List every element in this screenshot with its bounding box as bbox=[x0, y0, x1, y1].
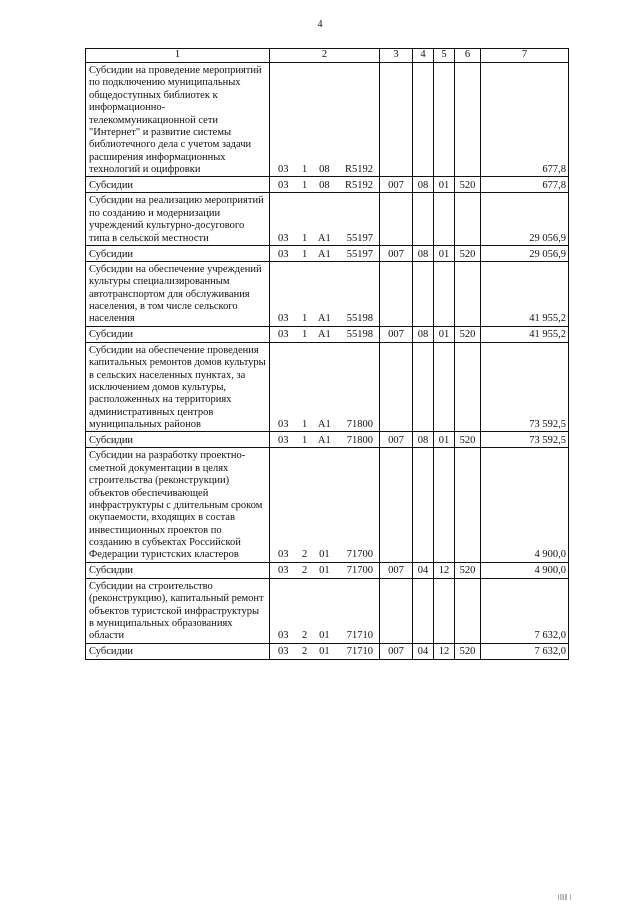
amount-value: 73 592,5 bbox=[481, 432, 569, 448]
ministry-code bbox=[380, 342, 413, 432]
target-article-code bbox=[270, 326, 380, 342]
expense-type-code bbox=[455, 63, 481, 177]
section-code bbox=[413, 342, 434, 432]
expense-type-code: 520 bbox=[455, 562, 481, 578]
code-part: 2 bbox=[302, 646, 308, 658]
item-description: Субсидии на реализацию мероприятий по созданию и модернизации учреждений культурно-досугового типа в сельской местности bbox=[86, 193, 270, 246]
code-part: 01 bbox=[319, 565, 330, 577]
item-description: Субсидии bbox=[86, 432, 270, 448]
subsection-code bbox=[434, 261, 455, 326]
amount-value: 4 900,0 bbox=[481, 562, 569, 578]
code-part: 1 bbox=[302, 329, 308, 341]
code-part: R5192 bbox=[344, 164, 373, 175]
item-description: Субсидии bbox=[86, 643, 270, 659]
code-part: 03 bbox=[278, 180, 289, 191]
table-row-item bbox=[86, 578, 569, 643]
header-cell: 1 bbox=[86, 49, 270, 63]
footer-mark: ǀǀǀǀǀǀ ǀ bbox=[558, 893, 572, 902]
code-part: 71710 bbox=[346, 630, 373, 642]
target-article-code bbox=[270, 432, 380, 448]
code-part: 03 bbox=[278, 435, 289, 446]
item-description: Субсидии на проведение мероприятий по подключению муниципальных общедоступных библиотек к информационно-телекоммуникационной сети "Интернет" и развитие системы библиотечного дела с учетом задачи расширения информационных технологий и оцифровки bbox=[86, 63, 270, 177]
subsection-code bbox=[434, 578, 455, 643]
code-part: 1 bbox=[302, 435, 308, 446]
code-part: 01 bbox=[319, 630, 330, 642]
ministry-code: 007 bbox=[380, 177, 413, 193]
header-cell: 2 bbox=[270, 49, 380, 63]
header-cell: 3 bbox=[380, 49, 413, 63]
table-row-subsidy bbox=[86, 562, 569, 578]
subsection-code: 01 bbox=[434, 326, 455, 342]
header-cell: 5 bbox=[434, 49, 455, 63]
ministry-code bbox=[380, 63, 413, 177]
code-part: 2 bbox=[302, 565, 308, 577]
code-part: 03 bbox=[278, 565, 289, 577]
expense-type-code: 520 bbox=[455, 643, 481, 659]
header-cell: 4 bbox=[413, 49, 434, 63]
amount-value: 41 955,2 bbox=[481, 261, 569, 326]
table-row-subsidy bbox=[86, 326, 569, 342]
code-part: 03 bbox=[278, 549, 289, 561]
section-code: 08 bbox=[413, 177, 434, 193]
code-part: A1 bbox=[317, 313, 331, 325]
table-row-subsidy bbox=[86, 177, 569, 193]
code-part: 08 bbox=[319, 180, 330, 191]
ministry-code bbox=[380, 193, 413, 246]
ministry-code: 007 bbox=[380, 245, 413, 261]
code-part: A1 bbox=[317, 248, 331, 260]
section-code bbox=[413, 261, 434, 326]
code-part: 03 bbox=[278, 646, 289, 658]
code-part: 03 bbox=[278, 248, 289, 260]
code-part: 55197 bbox=[346, 232, 373, 244]
subsection-code bbox=[434, 193, 455, 246]
code-part: 1 bbox=[302, 313, 308, 325]
subsection-code: 01 bbox=[434, 177, 455, 193]
code-part: A1 bbox=[317, 232, 331, 244]
code-part: 55198 bbox=[346, 313, 373, 325]
ministry-code: 007 bbox=[380, 562, 413, 578]
ministry-code: 007 bbox=[380, 326, 413, 342]
ministry-code bbox=[380, 448, 413, 562]
section-code: 08 bbox=[413, 245, 434, 261]
code-part: 71800 bbox=[346, 435, 373, 446]
code-part: 2 bbox=[302, 630, 308, 642]
target-article-code bbox=[270, 448, 380, 562]
ministry-code bbox=[380, 261, 413, 326]
table-row-item bbox=[86, 193, 569, 246]
amount-value: 677,8 bbox=[481, 63, 569, 177]
code-part: 71700 bbox=[346, 549, 373, 561]
table-row-subsidy bbox=[86, 245, 569, 261]
expense-type-code: 520 bbox=[455, 245, 481, 261]
item-description: Субсидии на обеспечение учреждений культуры специализированным автотранспортом для обслуживания населения, в том числе сельского населения bbox=[86, 261, 270, 326]
code-part: 71710 bbox=[346, 646, 373, 658]
item-description: Субсидии на строительство (реконструкцию), капитальный ремонт объектов туристской инфраструктуры в муниципальных образованиях области bbox=[86, 578, 270, 643]
expense-type-code bbox=[455, 261, 481, 326]
code-part: A1 bbox=[317, 419, 331, 430]
section-code bbox=[413, 578, 434, 643]
section-code: 08 bbox=[413, 432, 434, 448]
budget-table bbox=[85, 48, 569, 660]
code-part: 1 bbox=[302, 232, 308, 244]
code-part: 1 bbox=[302, 419, 308, 430]
item-description: Субсидии bbox=[86, 326, 270, 342]
code-part: 03 bbox=[278, 630, 289, 642]
ministry-code: 007 bbox=[380, 432, 413, 448]
code-part: 2 bbox=[302, 549, 308, 561]
subsection-code bbox=[434, 63, 455, 177]
header-cell: 6 bbox=[455, 49, 481, 63]
code-part: 03 bbox=[278, 419, 289, 430]
amount-value: 677,8 bbox=[481, 177, 569, 193]
code-part: 01 bbox=[319, 549, 330, 561]
subsection-code: 01 bbox=[434, 432, 455, 448]
section-code: 04 bbox=[413, 643, 434, 659]
target-article-code bbox=[270, 261, 380, 326]
code-part: R5192 bbox=[344, 180, 373, 191]
expense-type-code: 520 bbox=[455, 432, 481, 448]
code-part: 1 bbox=[302, 248, 308, 260]
code-part: A1 bbox=[317, 435, 331, 446]
header-cell: 7 bbox=[481, 49, 569, 63]
header-row bbox=[86, 49, 569, 63]
code-part: 03 bbox=[278, 232, 289, 244]
amount-value: 29 056,9 bbox=[481, 245, 569, 261]
ministry-code: 007 bbox=[380, 643, 413, 659]
code-part: 55198 bbox=[346, 329, 373, 341]
page-number: 4 bbox=[317, 19, 323, 30]
table-row-subsidy bbox=[86, 432, 569, 448]
code-part: 03 bbox=[278, 164, 289, 175]
expense-type-code bbox=[455, 342, 481, 432]
code-part: 03 bbox=[278, 329, 289, 341]
amount-value: 41 955,2 bbox=[481, 326, 569, 342]
table-row-subsidy bbox=[86, 643, 569, 659]
section-code: 04 bbox=[413, 562, 434, 578]
table-row-item bbox=[86, 448, 569, 562]
subsection-code: 12 bbox=[434, 562, 455, 578]
target-article-code bbox=[270, 578, 380, 643]
section-code bbox=[413, 193, 434, 246]
target-article-code bbox=[270, 562, 380, 578]
subsection-code: 12 bbox=[434, 643, 455, 659]
code-part: 01 bbox=[319, 646, 330, 658]
item-description: Субсидии bbox=[86, 562, 270, 578]
expense-type-code: 520 bbox=[455, 326, 481, 342]
code-part: A1 bbox=[317, 329, 331, 341]
code-part: 71700 bbox=[346, 565, 373, 577]
amount-value: 7 632,0 bbox=[481, 643, 569, 659]
expense-type-code bbox=[455, 578, 481, 643]
table-row-item bbox=[86, 342, 569, 432]
code-part: 55197 bbox=[346, 248, 373, 260]
code-part: 1 bbox=[302, 180, 308, 191]
amount-value: 4 900,0 bbox=[481, 448, 569, 562]
target-article-code bbox=[270, 63, 380, 177]
section-code bbox=[413, 63, 434, 177]
expense-type-code bbox=[455, 448, 481, 562]
section-code: 08 bbox=[413, 326, 434, 342]
code-part: 1 bbox=[302, 164, 308, 175]
item-description: Субсидии на обеспечение проведения капитальных ремонтов домов культуры в сельских населенных пунктах, за исключением домов культуры, расположенных на территориях административных центров муниципальных районов bbox=[86, 342, 270, 432]
expense-type-code bbox=[455, 193, 481, 246]
table-row-item bbox=[86, 261, 569, 326]
target-article-code bbox=[270, 245, 380, 261]
item-description: Субсидии bbox=[86, 177, 270, 193]
subsection-code bbox=[434, 448, 455, 562]
subsection-code: 01 bbox=[434, 245, 455, 261]
code-part: 03 bbox=[278, 313, 289, 325]
amount-value: 73 592,5 bbox=[481, 342, 569, 432]
table-row-item bbox=[86, 63, 569, 177]
ministry-code bbox=[380, 578, 413, 643]
section-code bbox=[413, 448, 434, 562]
target-article-code bbox=[270, 643, 380, 659]
expense-type-code: 520 bbox=[455, 177, 481, 193]
amount-value: 29 056,9 bbox=[481, 193, 569, 246]
subsection-code bbox=[434, 342, 455, 432]
target-article-code bbox=[270, 193, 380, 246]
item-description: Субсидии на разработку проектно-сметной документации в целях строительства (реконструкции) объектов обеспечивающей инфраструктуры с длительным сроком окупаемости, входящих в состав инвестиционных проектов по созданию в субъектах Российской Федерации туристских кластеров bbox=[86, 448, 270, 562]
code-part: 08 bbox=[319, 164, 330, 175]
code-part: 71800 bbox=[346, 419, 373, 430]
item-description: Субсидии bbox=[86, 245, 270, 261]
amount-value: 7 632,0 bbox=[481, 578, 569, 643]
target-article-code bbox=[270, 177, 380, 193]
target-article-code bbox=[270, 342, 380, 432]
